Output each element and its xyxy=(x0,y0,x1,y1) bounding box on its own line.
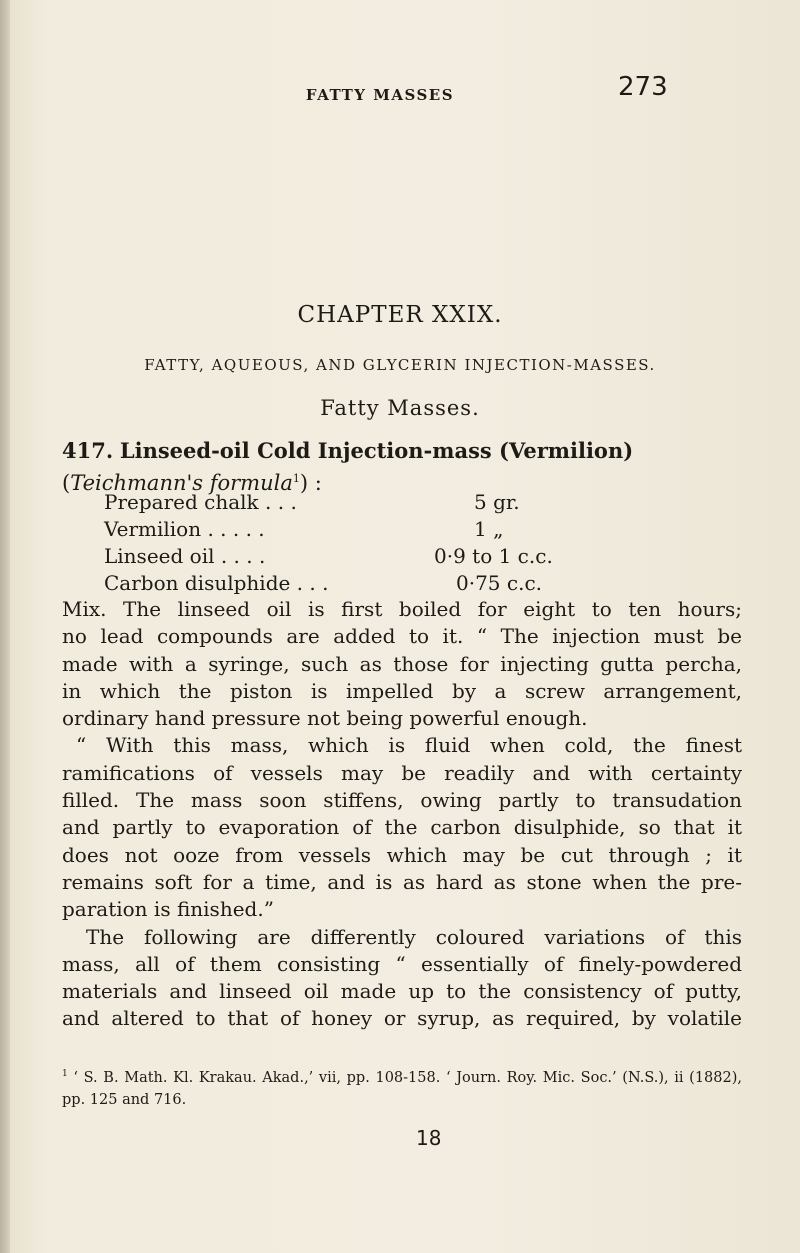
chapter-subtitle: FATTY, AQUEOUS, AND GLYCERIN INJECTION-MASSES. xyxy=(144,356,656,374)
text-line: does not ooze from vessels which may be cut through ; it xyxy=(62,842,742,867)
binding-edge xyxy=(0,0,10,1253)
ingredient-amount: 1 „ xyxy=(474,517,504,541)
page-number: 273 xyxy=(618,72,668,102)
body-text xyxy=(62,596,742,1033)
text-line: filled. The mass soon stiffens, owing partly to transudation xyxy=(62,788,742,813)
footnote xyxy=(62,1063,742,1111)
footnote-marker: 1 xyxy=(62,1069,68,1079)
recipe-attribution: Teichmann's formula xyxy=(70,471,293,495)
recipe-number: 417. xyxy=(62,438,114,463)
text-line: materials and linseed oil made up to the consistency of putty, xyxy=(62,979,742,1004)
footnote-text: ‘ S. B. Math. Kl. Krakau. Akad.,’ vii, pp. 108-158. ‘ Journ. Roy. Mic. Soc.’ (N.S.), ii (1882), pp. 125 and 716. xyxy=(62,1069,743,1108)
recipe-title: Linseed-oil Cold Injection-mass (Vermilion) xyxy=(119,438,634,463)
chapter-title: CHAPTER XXIX. xyxy=(297,302,503,328)
ingredient-name: Linseed oil . . . . xyxy=(104,544,266,568)
attribution-close: ) : xyxy=(299,471,322,495)
footnote-ref: 1 xyxy=(292,472,300,485)
signature-mark: 18 xyxy=(416,1126,442,1150)
ingredient-amount: 5 gr. xyxy=(474,490,520,514)
ingredient-amount: 0·9 to 1 c.c. xyxy=(434,544,553,568)
text-line: ordinary hand pressure not being powerful enough. xyxy=(62,706,588,731)
ingredient-row xyxy=(104,570,664,597)
recipe-heading xyxy=(62,437,742,497)
text-line: remains soft for a time, and is as hard as stone when the pre- xyxy=(62,869,742,894)
ingredient-list xyxy=(104,489,664,597)
text-line: and altered to that of honey or syrup, as required, by volatile xyxy=(62,1006,742,1031)
attribution-open: ( xyxy=(62,471,71,495)
ingredient-name: Prepared chalk . . . xyxy=(104,490,297,514)
text-line: no lead compounds are added to it. “ The injection must be xyxy=(62,624,742,649)
text-line: and partly to evaporation of the carbon disulphide, so that it xyxy=(62,815,742,840)
ingredient-amount: 0·75 c.c. xyxy=(456,571,543,595)
ingredient-row xyxy=(104,516,664,543)
text-line: made with a syringe, such as those for injecting gutta percha, xyxy=(62,651,742,676)
text-line: ramifications of vessels may be readily and with certainty xyxy=(62,760,742,785)
text-line: The following are differently coloured variations of this xyxy=(86,924,742,949)
ingredient-row xyxy=(104,489,664,516)
text-line: “ With this mass, which is fluid when cold, the finest xyxy=(76,733,742,758)
text-line: paration is finished.” xyxy=(62,897,274,922)
ingredient-row xyxy=(104,543,664,570)
text-line: mass, all of them consisting “ essentially of finely-powdered xyxy=(62,951,742,976)
text-line: in which the piston is impelled by a screw arrangement, xyxy=(62,678,742,703)
section-title: Fatty Masses. xyxy=(320,396,480,420)
running-head: FATTY MASSES xyxy=(305,86,455,104)
ingredient-name: Vermilion . . . . . xyxy=(104,517,265,541)
text-line: Mix. The linseed oil is first boiled for eight to ten hours; xyxy=(62,597,742,621)
ingredient-name: Carbon disulphide . . . xyxy=(104,571,329,595)
